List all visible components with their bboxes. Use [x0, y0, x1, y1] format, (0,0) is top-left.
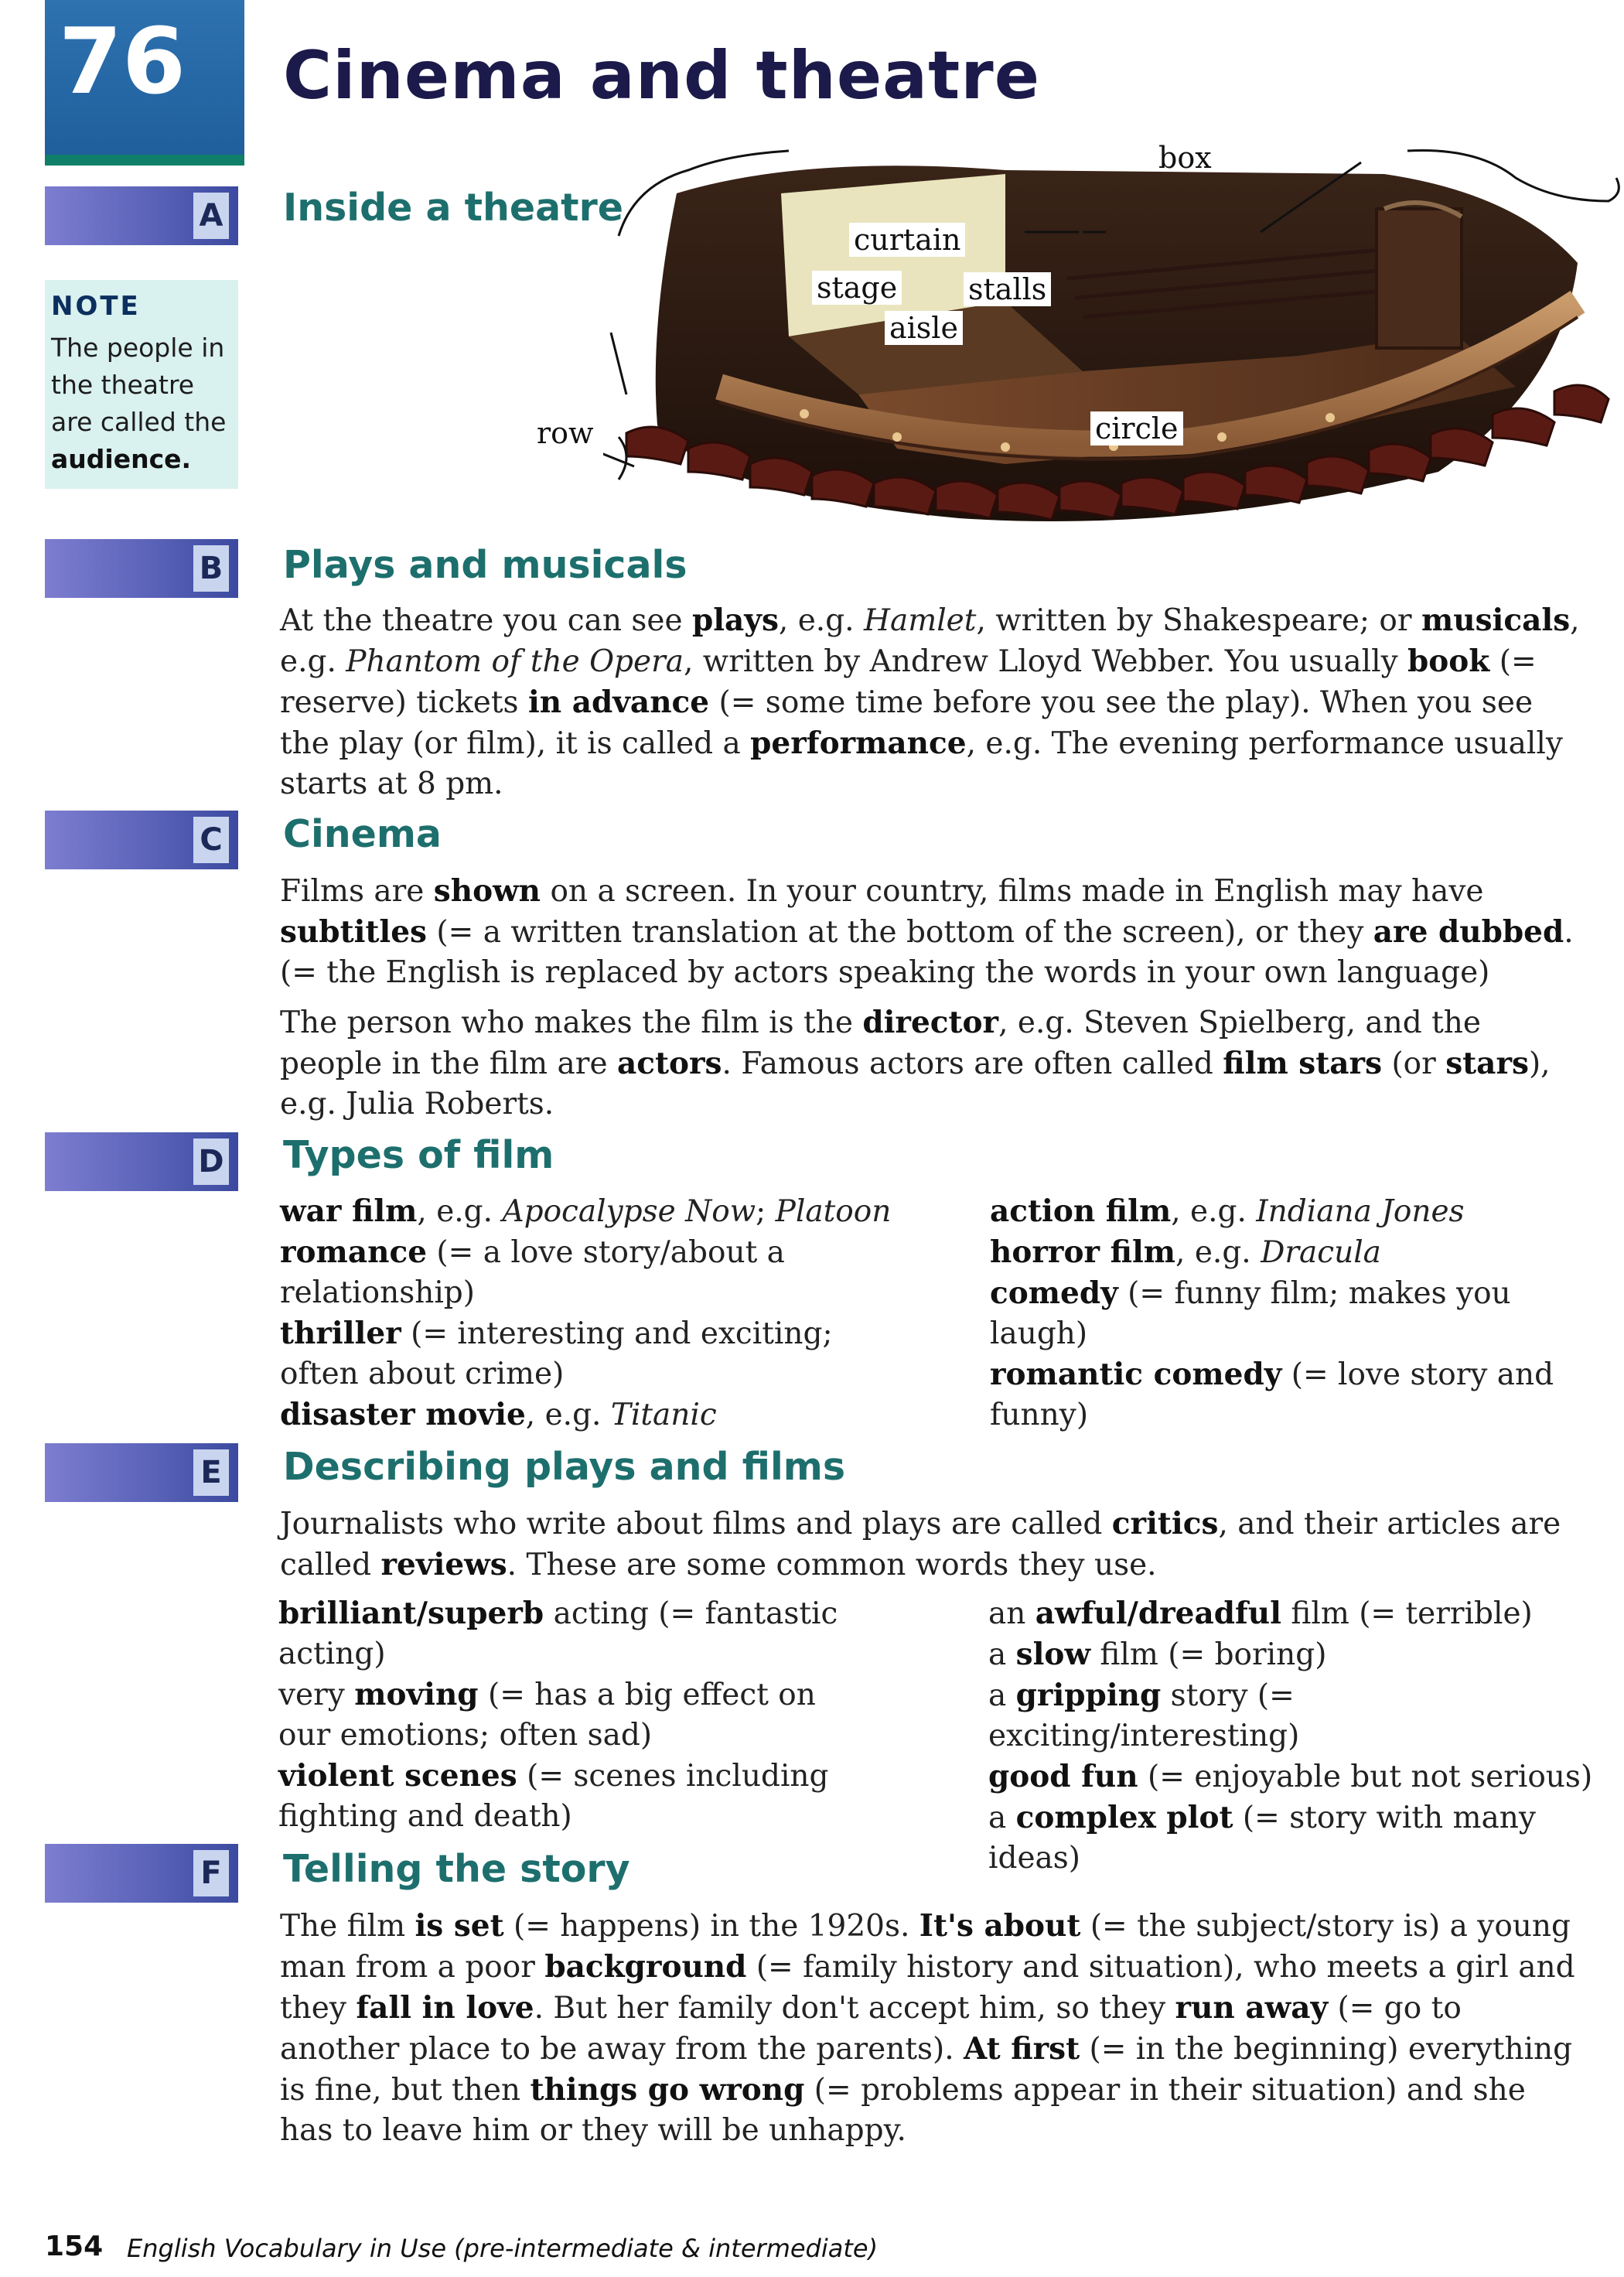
page-title: Cinema and theatre [283, 37, 1041, 114]
review-word-item: a slow film (= boring) [988, 1637, 1327, 1672]
note-text: The people in the theatre are called the audience. [51, 333, 227, 474]
diagram-label-curtain: curtain [849, 223, 965, 257]
unit-number-box [45, 0, 244, 166]
section-b-letter: B [193, 545, 229, 592]
section-d-title: Types of film [283, 1133, 554, 1177]
section-e-paragraph: Journalists who write about films and plays are called critics, and their articles are called reviews. These are some common words they use. [280, 1506, 1561, 1582]
note-bold-word: audience. [51, 444, 192, 474]
note-box [45, 280, 238, 489]
section-a-letter: A [193, 193, 229, 239]
section-a-bar [45, 186, 238, 245]
review-word-item: a gripping story (= exciting/interesting) [988, 1678, 1300, 1753]
theatre-diagram [537, 131, 1624, 549]
review-word-item: an awful/dreadful film (= terrible) [988, 1596, 1533, 1631]
review-word-item: a complex plot (= story with many ideas) [988, 1800, 1536, 1876]
section-e-title: Describing plays and films [283, 1445, 845, 1489]
review-word-item: brilliant/superb acting (= fantastic acting) [278, 1596, 838, 1671]
section-e-bar [45, 1443, 238, 1502]
theatre-illustration [603, 131, 1624, 549]
review-word-item: very moving (= has a big effect on our emotions; often sad) [278, 1677, 816, 1753]
diagram-label-box: box [1158, 141, 1212, 175]
film-types-left-column [280, 1191, 960, 1436]
section-d-letter: D [193, 1138, 229, 1185]
film-types-right-column [990, 1191, 1609, 1436]
page-number: 154 [45, 2231, 104, 2262]
review-word-item: good fun (= enjoyable but not serious) [988, 1759, 1593, 1794]
book-title: English Vocabulary in Use (pre-intermediate & intermediate) [127, 2234, 879, 2263]
section-f-bar [45, 1844, 238, 1903]
section-b-bar [45, 539, 238, 598]
diagram-label-stage: stage [812, 271, 902, 305]
film-type-item: comedy (= funny film; makes you laugh) [990, 1275, 1511, 1351]
section-c-letter: C [193, 817, 229, 863]
film-type-item: action film, e.g. Indiana Jones [990, 1193, 1465, 1229]
section-b-title: Plays and musicals [283, 543, 687, 587]
section-d-bar [45, 1132, 238, 1191]
section-c-bar [45, 811, 238, 869]
film-type-item: horror film, e.g. Dracula [990, 1234, 1381, 1270]
diagram-label-circle: circle [1090, 411, 1183, 446]
diagram-label-stalls: stalls [964, 272, 1051, 306]
section-f-letter: F [193, 1850, 229, 1896]
section-e-letter: E [193, 1449, 229, 1496]
section-c-paragraph-2: The person who makes the film is the director, e.g. Steven Spielberg, and the people in the film are actors. Famous actors are often called film stars (or stars), e.g. Julia Roberts. [280, 1005, 1551, 1121]
film-type-item: disaster movie, e.g. Titanic [280, 1397, 717, 1432]
section-f-paragraph: The film is set (= happens) in the 1920s. It's about (= the subject/story is) a young man from a poor background (= family history and situation), who meets a girl and they fall in love. But her family don't accept him, so they run away (= go to another place to be away from the parents). At first (= in the beginning) everything is fine, but then things go wrong (= problems appear in their situation) and she has to leave him or they will be unhappy. [280, 1908, 1575, 2148]
unit-number: 76 [58, 8, 186, 114]
section-b-paragraph: At the theatre you can see plays, e.g. Hamlet, written by Shakespeare; or musicals, e.g. Phantom of the Opera, written by Andrew Lloyd Webber. You usually book (= reserve) tickets in advance (= some time before you see the play). When you see the play (or film), it is called a performance, e.g. The evening performance usually starts at 8 pm. [280, 603, 1580, 801]
diagram-label-row: row [537, 416, 594, 450]
film-type-item: romantic comedy (= love story and funny) [990, 1357, 1554, 1432]
film-type-item: thriller (= interesting and exciting; often about crime) [280, 1316, 833, 1391]
review-words-right-column [988, 1593, 1615, 1879]
review-words-left-column [278, 1593, 897, 1837]
film-type-item: war film, e.g. Apocalypse Now; Platoon [280, 1193, 892, 1229]
diagram-label-aisle: aisle [885, 311, 963, 345]
section-f-title: Telling the story [283, 1847, 630, 1891]
section-c-title: Cinema [283, 812, 442, 856]
section-a-title: Inside a theatre [283, 186, 623, 230]
section-c-paragraph-1: Films are shown on a screen. In your country, films made in English may have subtitles (= a written translation at the bottom of the screen), or they are dubbed. (= the English is replaced by actors speaking the words in your own language) [280, 873, 1574, 990]
note-heading: NOTE [51, 291, 141, 322]
film-type-item: romance (= a love story/about a relationship) [280, 1234, 785, 1310]
review-word-item: violent scenes (= scenes including fighting and death) [278, 1758, 829, 1834]
